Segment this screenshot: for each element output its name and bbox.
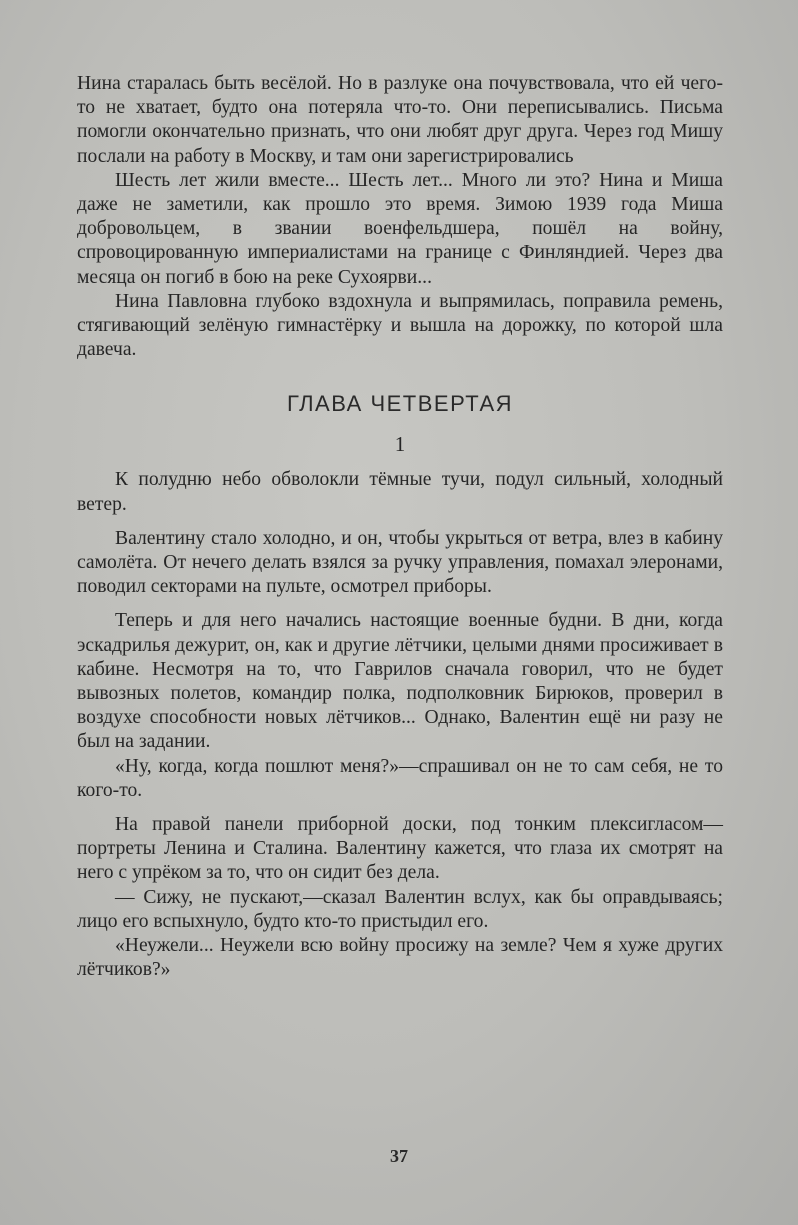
paragraph-1: Нина старалась быть весёлой. Но в разлуке она почувствовала, что ей чего-то не хватает, будто она потеряла что-то. Они переписывались. Письма помогли окончательно признать, что они любят друг друга. Через год Мишу послали на работу в Москву, и там они зарегистрировались bbox=[77, 73, 723, 167]
paragraph-4: К полудню небо обволокли тёмные тучи, подул сильный, холодный ветер. bbox=[77, 469, 723, 515]
section-number: 1 bbox=[394, 432, 406, 457]
paragraph-2: Шесть лет жили вместе... Шесть лет... Много ли это? Нина и Миша даже не заметили, как прошло это время. Зимою 1939 года Миша добровольцем, в звании военфельдшера, пошёл на войну, спровоцированную империалистами на границе с Финляндией. Через два месяца он погиб в бою на реке Сухоярви... bbox=[77, 169, 723, 288]
page-text bbox=[77, 72, 723, 983]
paragraph-5: Валентину стало холодно, и он, чтобы укрыться от ветра, влез в кабину самолёта. От нечего делать взялся за ручку управления, помахал элеронами, поводил секторами на пульте, осмотрел приборы. bbox=[77, 527, 723, 598]
paragraph-6: Теперь и для него начались настоящие военные будни. В дни, когда эскадрилья дежурит, он, как и другие лётчики, целыми днями просиживает в кабине. Несмотря на то, что Гаврилов сначала говорил, что не будет вывозных полетов, командир полка, подполковник Бирюков, проверил в воздухе способности новых лётчиков... Однако, Валентин ещё ни разу не был на задании. bbox=[77, 610, 723, 753]
paragraph-10: «Неужели... Неужели всю войну просижу на земле? Чем я хуже других лётчиков?» bbox=[77, 935, 723, 981]
paragraph-3: Нина Павловна глубоко вздохнула и выпрямилась, поправила ремень, стягивающий зелёную гимнастёрку и вышла на дорожку, по которой шла давеча. bbox=[77, 290, 723, 361]
paragraph-9: — Сижу, не пускают,—сказал Валентин вслух, как бы оправдываясь; лицо его вспыхнуло, будто кто-то пристыдил его. bbox=[77, 886, 723, 932]
paragraph-7: «Ну, когда, когда пошлют меня?»—спрашивал он не то сам себя, не то кого-то. bbox=[77, 755, 723, 801]
chapter-title: ГЛАВА ЧЕТВЕРТАЯ bbox=[286, 391, 514, 417]
paragraph-8: На правой панели приборной доски, под тонким плексигласом—портреты Ленина и Сталина. Валентину кажется, что глаза их смотрят на него с упрёком за то, что он сидит без дела. bbox=[77, 814, 723, 884]
page-number: 37 bbox=[390, 1146, 408, 1166]
